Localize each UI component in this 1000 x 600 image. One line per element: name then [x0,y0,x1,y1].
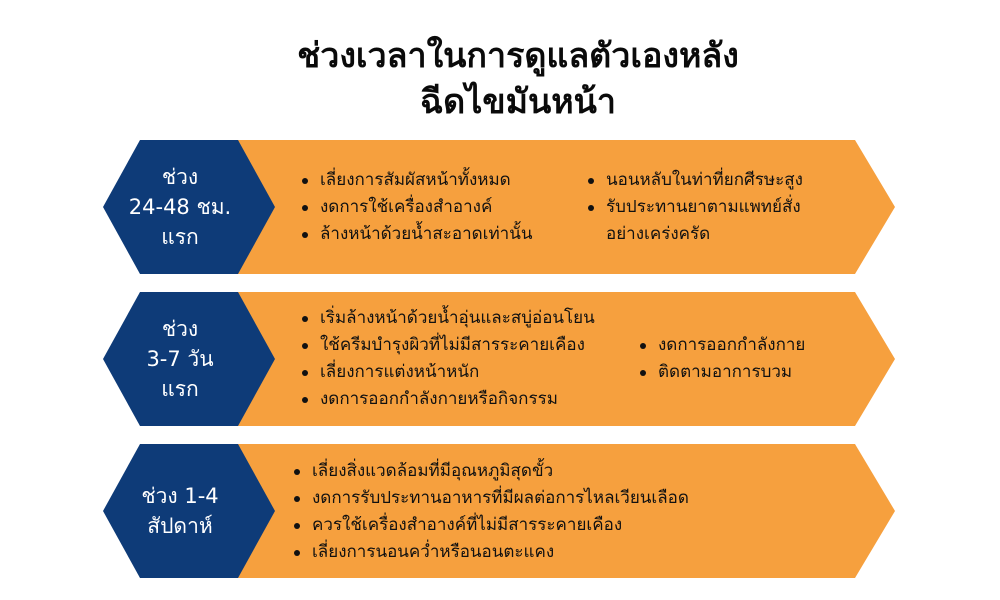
phase-label-line: 24-48 ชม. [128,195,232,219]
phase-care-list-1 [298,305,595,413]
list-item-continuation: อย่างเคร่งครัด [606,224,711,244]
list-item: ใช้ครีมบำรุงผิวที่ไม่มีสารระคายเคือง [298,332,595,359]
list-item: เลี่ยงการสัมผัสหน้าทั้งหมด [298,167,532,194]
phase-label-line: แรก [161,377,199,401]
phase-label-line: แรก [161,225,199,249]
list-item: นอนหลับในท่าที่ยกศีรษะสูง [584,167,803,194]
phase-label [100,140,260,274]
list-item: ควรใช้เครื่องสำอางค์ที่ไม่มีสารระคายเคือง [290,512,689,539]
list-item: งดการออกกำลังกายหรือกิจกรรม [298,386,595,413]
phase-label-line: ช่วง 1-4 [141,484,219,508]
phase-block-3-7-days [0,292,1000,426]
phase-label-line: ช่วง [161,165,199,189]
phase-label-line: สัปดาห์ [147,514,213,538]
list-item: ติดตามอาการบวม [636,359,805,386]
list-item: งดการออกกำลังกาย [636,332,805,359]
list-item: เลี่ยงการนอนคว่ำหรือนอนตะแคง [290,539,689,566]
phase-label [100,444,260,578]
phase-care-list-1 [298,167,532,248]
list-item: เลี่ยงการแต่งหน้าหนัก [298,359,595,386]
phase-label-line: ช่วง [161,317,199,341]
list-item: ล้างหน้าด้วยน้ำสะอาดเท่านั้น [298,221,532,248]
list-item: งดการใช้เครื่องสำอางค์ [298,194,532,221]
phase-care-list-2 [636,332,805,386]
phase-block-24-48-hours [0,140,1000,274]
list-item: รับประทานยาตามแพทย์สั่ง [584,194,803,221]
list-item: เลี่ยงสิ่งแวดล้อมที่มีอุณหภูมิสุดขั้ว [290,458,689,485]
page-title-line-2: ฉีดไขมันหน้า [420,82,616,122]
phase-label [100,292,260,426]
phase-block-1-4-weeks [0,444,1000,578]
phase-care-list-1 [290,458,689,566]
page-title-line-1: ช่วงเวลาในการดูแลตัวเองหลัง [297,36,739,76]
phase-label-line: 3-7 วัน [146,347,214,371]
phase-care-list-2 [584,167,803,248]
list-item: เริ่มล้างหน้าด้วยน้ำอุ่นและสบู่อ่อนโยน [298,305,595,332]
list-item: งดการรับประทานอาหารที่มีผลต่อการไหลเวียนเลือด [290,485,689,512]
